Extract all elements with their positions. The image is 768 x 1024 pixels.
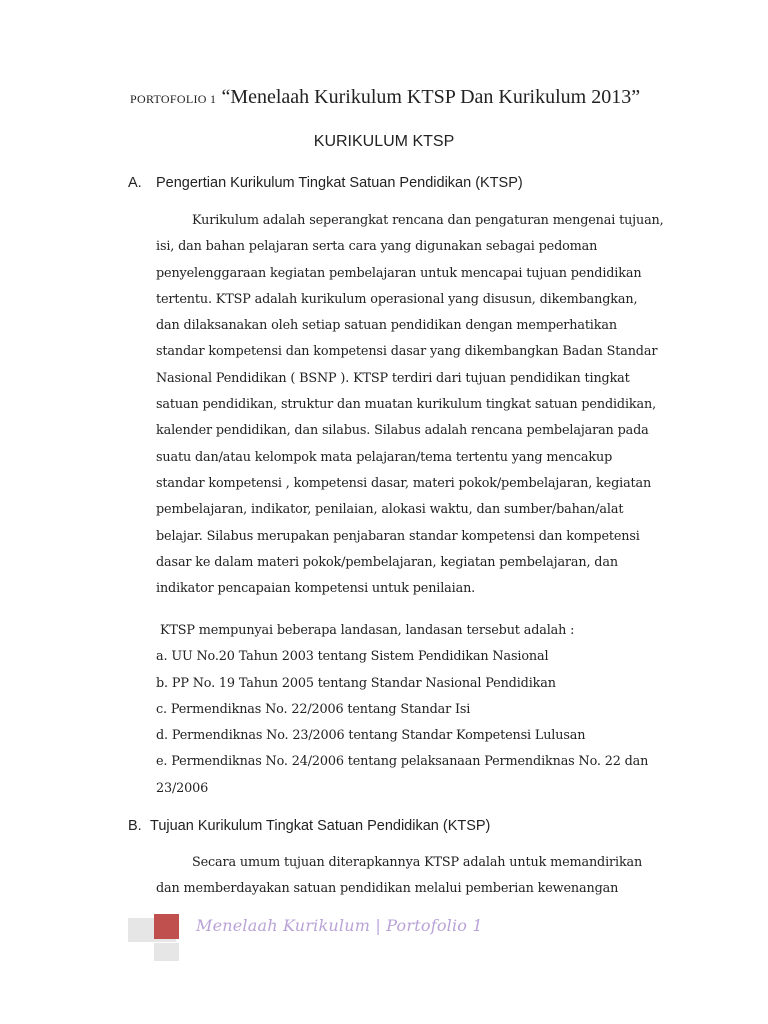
paragraph-line: dan dilaksanakan oleh setiap satuan pendidikan dengan memperhatikan [156, 318, 617, 334]
document-title [130, 86, 730, 109]
list-item: 23/2006 [156, 780, 209, 796]
footer-square-light [128, 918, 152, 942]
landasan-list [156, 618, 696, 802]
paragraph-line: satuan pendidikan, struktur dan muatan kurikulum tingkat satuan pendidikan, [156, 397, 657, 413]
footer-square-light [154, 943, 179, 961]
section-a-title: Pengertian Kurikulum Tingkat Satuan Pendidikan (KTSP) [156, 175, 523, 191]
section-a-heading [128, 175, 523, 191]
section-a-marker: A. [128, 175, 142, 191]
landasan-intro: KTSP mempunyai beberapa landasan, landasan tersebut adalah : [160, 623, 575, 638]
paragraph-line: suatu dan/atau kelompok mata pelajaran/tema tertentu yang mencakup [156, 449, 613, 465]
footer-square-accent [154, 914, 179, 939]
paragraph-line: Secara umum tujuan diterapkannya KTSP adalah untuk memandirikan [192, 855, 643, 870]
paragraph-line: indikator pencapaian kompetensi untuk penilaian. [156, 581, 476, 597]
paragraph-line: pembelajaran, indikator, penilaian, alokasi waktu, dan sumber/bahan/alat [156, 502, 624, 518]
list-item: d. Permendiknas No. 23/2006 tentang Standar Kompetensi Lulusan [156, 728, 586, 744]
paragraph-line: dan memberdayakan satuan pendidikan melalui pemberian kewenangan [156, 881, 619, 897]
section-b-marker: B. [128, 818, 142, 834]
paragraph-line: isi, dan bahan pelajaran serta cara yang digunakan sebagai pedoman [156, 239, 598, 255]
list-item: c. Permendiknas No. 22/2006 tentang Standar Isi [156, 701, 471, 717]
paragraph-line: belajar. Silabus merupakan penjabaran standar kompetensi dan kompetensi [156, 528, 640, 544]
paragraph-line: standar kompetensi dan kompetensi dasar yang dikembangkan Badan Standar [156, 344, 658, 360]
paragraph-line: Nasional Pendidikan ( BSNP ). KTSP terdiri dari tujuan pendidikan tingkat [156, 370, 630, 386]
paragraph-line: tertentu. KTSP adalah kurikulum operasional yang disusun, dikembangkan, [156, 291, 638, 307]
section-b-paragraph [156, 850, 686, 903]
paragraph-line: Kurikulum adalah seperangkat rencana dan pengaturan mengenai tujuan, [192, 213, 664, 228]
paragraph-line: penyelenggaraan kegiatan pembelajaran untuk mencapai tujuan pendidikan [156, 265, 642, 281]
section-a-paragraph [156, 208, 686, 602]
section-b-heading [128, 818, 490, 834]
portfolio-title: “Menelaah Kurikulum KTSP Dan Kurikulum 2013” [221, 86, 641, 108]
section-b-title: Tujuan Kurikulum Tingkat Satuan Pendidikan (KTSP) [150, 818, 491, 834]
paragraph-line: kalender pendidikan, dan silabus. Silabus adalah rencana pembelajaran pada [156, 423, 649, 439]
portfolio-label: PORTOFOLIO 1 [130, 92, 217, 106]
paragraph-line: dasar ke dalam materi pokok/pembelajaran, kegiatan pembelajaran, dan [156, 554, 618, 570]
list-item: b. PP No. 19 Tahun 2005 tentang Standar Nasional Pendidikan [156, 675, 556, 691]
main-heading: KURIKULUM KTSP [313, 133, 455, 150]
list-item: e. Permendiknas No. 24/2006 tentang pelaksanaan Permendiknas No. 22 dan [156, 754, 649, 770]
footer-text: Menelaah Kurikulum | Portofolio 1 [196, 916, 483, 935]
paragraph-line: standar kompetensi , kompetensi dasar, materi pokok/pembelajaran, kegiatan [156, 475, 652, 491]
list-item: a. UU No.20 Tahun 2003 tentang Sistem Pendidikan Nasional [156, 649, 549, 665]
